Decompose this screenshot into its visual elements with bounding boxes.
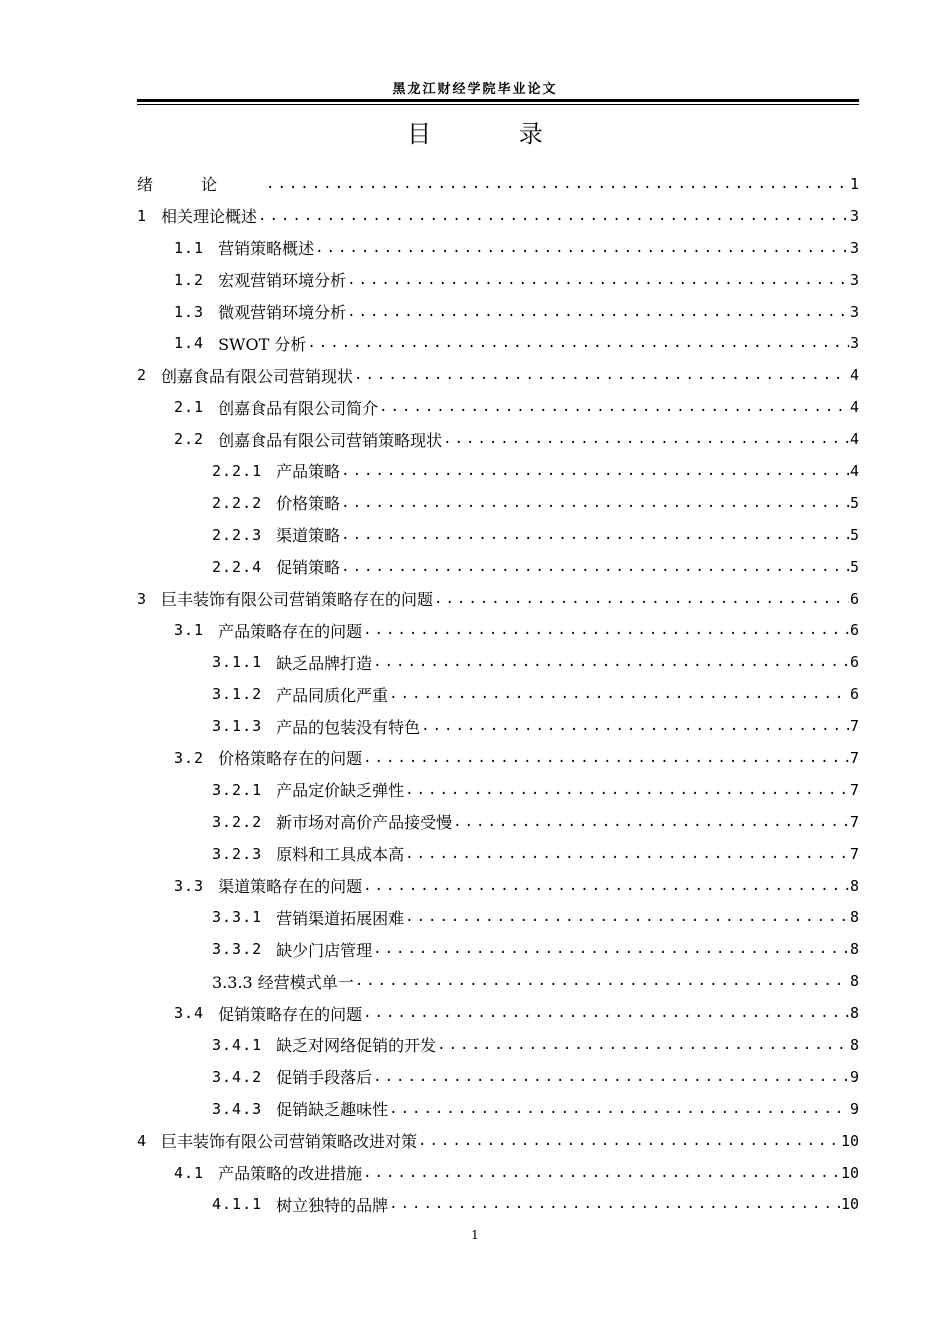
toc-leader-dots: [389, 1101, 849, 1117]
toc-entry-page: 8: [849, 940, 859, 959]
toc-entry[interactable]: [137, 1125, 859, 1157]
toc-entry-label: 树立独特的品牌: [276, 1195, 389, 1215]
toc-leader-dots: [405, 909, 849, 925]
toc-entry[interactable]: [137, 296, 859, 328]
toc-entry-label: 相关理论概述: [161, 207, 258, 227]
toc-entry-label: 促销策略存在的问题: [218, 1004, 363, 1024]
toc-leader-dots: [363, 622, 849, 638]
toc-entry-page: 4: [849, 398, 859, 417]
toc-entry-number: 1.4: [174, 334, 205, 353]
toc-entry-label: 创嘉食品有限公司简介: [218, 398, 379, 418]
toc-entry[interactable]: [137, 200, 859, 232]
toc-entry-label: 价格策略: [276, 494, 341, 514]
toc-entry-page: 10: [840, 1163, 859, 1182]
toc-leader-dots: [341, 463, 849, 479]
toc-entry-page: 7: [849, 748, 859, 767]
toc-leader-dots: [363, 1165, 840, 1181]
toc-entry-label: 缺乏品牌打造: [276, 653, 373, 673]
toc-entry-label: 营销渠道拓展困难: [276, 908, 405, 928]
toc-leader-dots: [315, 240, 849, 256]
toc-entry[interactable]: [137, 487, 859, 519]
toc-leader-dots: [421, 718, 849, 734]
toc-entry[interactable]: [137, 232, 859, 264]
toc-leader-dots: [363, 1005, 849, 1021]
toc-entry-number: 3.2.1: [212, 780, 263, 799]
toc-entry-label: 渠道策略存在的问题: [218, 877, 363, 897]
table-of-contents: [137, 168, 859, 1220]
toc-leader-dots: [373, 1069, 849, 1085]
toc-entry-page: 9: [849, 1099, 859, 1118]
toc-leader-dots: [389, 686, 849, 702]
toc-entry[interactable]: [137, 710, 859, 742]
toc-entry-label: 绪论: [137, 175, 266, 195]
toc-entry-number: 1.2: [174, 270, 205, 289]
toc-leader-dots: [405, 846, 849, 862]
toc-entry-page: 8: [849, 972, 859, 991]
toc-entry-label: 产品同质化严重: [276, 685, 389, 705]
toc-leader-dots: [405, 782, 849, 798]
page-number: 1: [471, 1228, 479, 1242]
toc-entry-label: 缺乏对网络促销的开发: [276, 1036, 437, 1056]
toc-entry-label: 产品策略: [276, 462, 341, 482]
toc-entry[interactable]: [137, 1189, 859, 1221]
toc-entry-label: 创嘉食品有限公司营销现状: [161, 366, 354, 386]
toc-entry-page: 7: [849, 812, 859, 831]
toc-entry-page: 4: [849, 366, 859, 385]
toc-entry[interactable]: [137, 551, 859, 583]
toc-leader-dots: [355, 973, 849, 989]
toc-entry-page: 5: [849, 557, 859, 576]
toc-entry-number: 2.2: [174, 430, 205, 449]
toc-entry-number: 3.3.2: [212, 940, 263, 959]
toc-entry[interactable]: [137, 1093, 859, 1125]
toc-leader-dots: [341, 495, 849, 511]
toc-entry[interactable]: [137, 423, 859, 455]
toc-entry-number: 3.1: [174, 621, 205, 640]
toc-entry-label: 宏观营销环境分析: [218, 271, 347, 291]
toc-leader-dots: [341, 559, 849, 575]
toc-entry-number: 3.2: [174, 748, 205, 767]
toc-entry-page: 7: [849, 844, 859, 863]
toc-entry-page: 4: [849, 461, 859, 480]
toc-entry-label: 新市场对高价产品接受慢: [276, 813, 453, 833]
toc-entry-label: 微观营销环境分析: [218, 303, 347, 322]
toc-entry-page: 4: [849, 430, 859, 449]
toc-entry-page: 10: [840, 1195, 859, 1214]
toc-entry-label: 促销策略: [276, 558, 341, 578]
toc-entry-page: 8: [849, 876, 859, 895]
header-rule-thick: [137, 99, 859, 102]
toc-entry-page: 8: [849, 1035, 859, 1054]
toc-entry-label: 巨丰装饰有限公司营销策略存在的问题: [161, 590, 434, 610]
toc-entry-page: 8: [849, 1004, 859, 1023]
toc-entry-number: 3.2.3: [212, 844, 263, 863]
toc-entry-page: 3: [849, 238, 859, 257]
toc-entry[interactable]: [137, 1029, 859, 1061]
toc-entry-page: 6: [849, 685, 859, 704]
toc-entry-number: 3.4.3: [212, 1099, 263, 1118]
toc-entry-label: 促销手段落后: [276, 1068, 373, 1088]
toc-entry-number: 2.2.2: [212, 493, 263, 512]
toc-entry-page: 6: [849, 589, 859, 608]
toc-entry-number: 3.4: [174, 1004, 205, 1023]
toc-leader-dots: [258, 208, 849, 224]
toc-entry-label: SWOT 分析: [218, 334, 307, 354]
toc-entry-page: 10: [840, 1131, 859, 1150]
toc-entry[interactable]: [137, 774, 859, 806]
toc-entry-number: 3.2.2: [212, 812, 263, 831]
toc-entry-number: 3.1.1: [212, 653, 263, 672]
toc-entry-number: 2.2.3: [212, 525, 263, 544]
toc-leader-dots: [363, 878, 849, 894]
toc-leader-dots: [266, 176, 849, 192]
toc-entry[interactable]: [137, 327, 859, 359]
toc-leader-dots: [443, 431, 849, 447]
toc-entry-label: 产品策略的改进措施: [218, 1164, 363, 1184]
toc-entry-number: 1: [137, 206, 148, 225]
toc-entry-label: 产品的包装没有特色: [276, 717, 421, 737]
toc-leader-dots: [354, 367, 849, 383]
toc-entry-number: 2.1: [174, 398, 205, 417]
toc-entry[interactable]: [137, 1157, 859, 1189]
toc-leader-dots: [373, 654, 849, 670]
toc-entry[interactable]: [137, 614, 859, 646]
toc-entry[interactable]: [137, 583, 859, 615]
toc-entry[interactable]: [137, 838, 859, 870]
toc-entry-page: 5: [849, 493, 859, 512]
toc-leader-dots: [434, 591, 849, 607]
toc-entry-label: 渠道策略: [276, 526, 341, 546]
toc-leader-dots: [373, 941, 849, 957]
toc-entry[interactable]: [137, 965, 859, 997]
toc-entry-label: 价格策略存在的问题: [218, 749, 363, 769]
toc-entry-label: 原料和工具成本高: [276, 845, 405, 865]
toc-entry[interactable]: [137, 870, 859, 902]
toc-entry[interactable]: [137, 1061, 859, 1093]
toc-entry-page: 8: [849, 908, 859, 927]
toc-entry-number: 1.1: [174, 238, 205, 257]
toc-entry-number: 4: [137, 1131, 148, 1150]
toc-entry-number: 3.3.1: [212, 908, 263, 927]
toc-leader-dots: [347, 272, 849, 288]
toc-entry-page: 6: [849, 653, 859, 672]
toc-entry-number: 1.3: [174, 302, 205, 321]
toc-leader-dots: [453, 814, 849, 830]
toc-leader-dots: [363, 750, 849, 766]
toc-entry-label: 产品定价缺乏弹性: [276, 781, 405, 801]
toc-entry[interactable]: [137, 391, 859, 423]
toc-entry[interactable]: [137, 933, 859, 965]
header-title: 黑龙江财经学院毕业论文: [392, 82, 558, 97]
toc-entry-label: 营销策略概述: [218, 239, 315, 259]
toc-entry-number: 3.3: [174, 876, 205, 895]
toc-entry-number: 2.2.1: [212, 461, 263, 480]
toc-entry[interactable]: [137, 742, 859, 774]
toc-entry-page: 9: [849, 1067, 859, 1086]
toc-entry-number: 3.1.2: [212, 685, 263, 704]
toc-entry-page: 6: [849, 621, 859, 640]
toc-leader-dots: [437, 1037, 849, 1053]
header-rule-thin: [137, 104, 859, 105]
toc-entry[interactable]: [137, 806, 859, 838]
toc-entry-number: 3.1.3: [212, 717, 263, 736]
toc-title: 目 录: [407, 120, 583, 148]
toc-entry-label: 3.3.3 经营模式单一: [212, 972, 354, 992]
toc-entry[interactable]: [137, 359, 859, 391]
toc-entry-page: 3: [849, 270, 859, 289]
toc-entry-number: 3.4.1: [212, 1035, 263, 1054]
toc-entry-label: 创嘉食品有限公司营销策略现状: [218, 430, 443, 450]
toc-entry-page: 7: [849, 780, 859, 799]
toc-entry[interactable]: [137, 678, 859, 710]
toc-entry-number: 2.2.4: [212, 557, 263, 576]
toc-entry-label: 缺少门店管理: [276, 940, 373, 960]
toc-entry-number: 2: [137, 366, 148, 385]
toc-leader-dots: [341, 527, 849, 543]
toc-leader-dots: [379, 399, 849, 415]
toc-entry-number: 3: [137, 589, 148, 608]
toc-entry[interactable]: [137, 997, 859, 1029]
toc-entry-number: 4.1.1: [212, 1195, 263, 1214]
toc-leader-dots: [347, 304, 849, 320]
toc-leader-dots: [307, 335, 849, 351]
toc-entry-page: 5: [849, 525, 859, 544]
toc-entry[interactable]: [137, 901, 859, 933]
toc-entry[interactable]: [137, 455, 859, 487]
toc-entry-page: 3: [849, 334, 859, 353]
toc-entry-label: 巨丰装饰有限公司营销策略改进对策: [161, 1132, 418, 1152]
toc-entry-label: 促销缺乏趣味性: [276, 1100, 389, 1120]
toc-entry[interactable]: [137, 264, 859, 296]
toc-leader-dots: [418, 1133, 840, 1149]
toc-entry-page: 3: [849, 206, 859, 225]
toc-leader-dots: [389, 1196, 840, 1212]
toc-entry-label: 产品策略存在的问题: [218, 621, 363, 641]
toc-entry[interactable]: [137, 646, 859, 678]
toc-entry[interactable]: [137, 519, 859, 551]
toc-entry-page: 7: [849, 717, 859, 736]
toc-entry[interactable]: [137, 168, 859, 200]
toc-entry-page: 3: [849, 302, 859, 321]
toc-entry-number: 3.4.2: [212, 1067, 263, 1086]
toc-entry-page: 1: [849, 174, 859, 193]
toc-entry-number: 4.1: [174, 1163, 205, 1182]
